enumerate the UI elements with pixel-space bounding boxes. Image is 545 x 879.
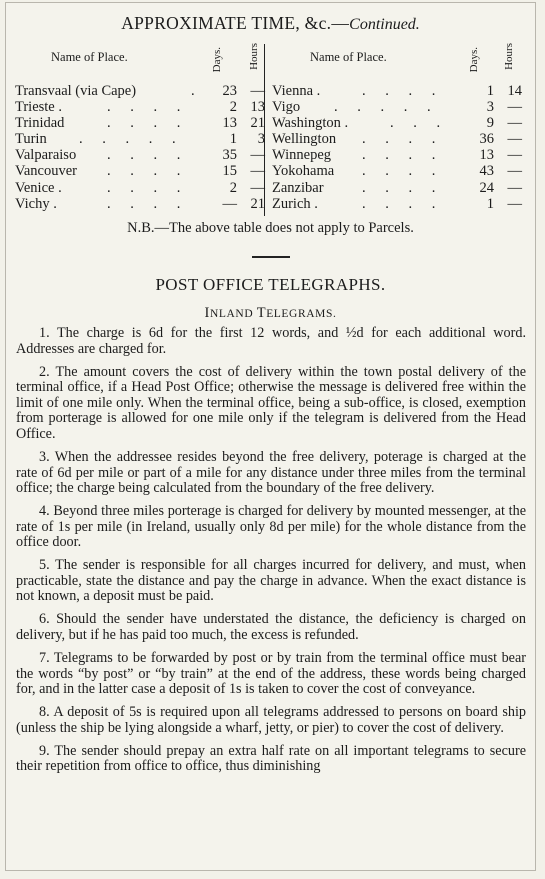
rule-paragraph-2: 2. The amount covers the cost of delivery within the town postal delivery of the terminal office, if a Head Post Office; otherwise the message is delivered free within the limit of one mile only. When the terminal office, being a sub-office, is closed, exemption from porterage is allowed for one mile only if the telegram is delivered from the Head Office. xyxy=(16,363,526,442)
table-note: N.B.—The above table does not apply to Parcels. xyxy=(127,220,414,236)
table-row xyxy=(272,180,522,196)
leader-dots: . . . . xyxy=(107,195,189,212)
hours-value: — xyxy=(507,99,522,116)
table-row xyxy=(15,99,265,115)
hours-value: 3 xyxy=(257,131,265,148)
place-name: Wellington xyxy=(272,131,337,148)
hours-value: — xyxy=(250,147,265,164)
subtitle-smallcaps: NLAND xyxy=(209,308,257,320)
place-name: Zurich . xyxy=(272,195,318,212)
table-row xyxy=(272,83,522,99)
days-value: 15 xyxy=(222,163,237,180)
days-value: 1 xyxy=(486,195,494,212)
hours-value: — xyxy=(250,179,265,196)
leader-dots: . . . . . xyxy=(79,131,184,148)
table-row xyxy=(15,180,265,196)
leader-dots: . . . . xyxy=(107,115,189,132)
left-name-header: Name of Place. xyxy=(51,50,128,64)
hours-value: — xyxy=(507,179,522,196)
rule-paragraph-3: 3. When the addressee resides beyond the free delivery, poterage is charged at the rate of 6d per mile or part of a mile for any distance under three miles from the terminal office; the charge being calculated from the boundary of the free delivery. xyxy=(16,448,526,497)
days-value: 36 xyxy=(479,131,494,148)
place-name: Trinidad xyxy=(15,115,65,132)
days-value: 1 xyxy=(229,131,237,148)
place-name: Vigo xyxy=(272,99,301,116)
days-value: 1 xyxy=(486,83,494,99)
table-title-continued: Continued. xyxy=(349,16,420,33)
days-value: 13 xyxy=(479,147,494,164)
hours-value: — xyxy=(507,195,522,212)
section-subtitle xyxy=(6,305,535,322)
hours-value: — xyxy=(507,115,522,132)
page xyxy=(5,2,536,871)
leader-dots: . xyxy=(191,83,203,99)
table-title-main: APPROXIMATE TIME, &c.— xyxy=(121,13,350,33)
telegraph-rules xyxy=(16,326,526,782)
leader-dots: . . . . xyxy=(362,131,444,148)
table-title xyxy=(6,13,535,34)
leader-dots: . . . . xyxy=(362,163,444,180)
table-row xyxy=(272,163,522,179)
right-hours-header: Hours xyxy=(503,43,515,70)
right-days-header: Days. xyxy=(468,47,480,73)
hours-value: 13 xyxy=(250,99,265,116)
hours-value: — xyxy=(507,147,522,164)
leader-dots: . . . . xyxy=(107,99,189,116)
table-row xyxy=(15,83,265,99)
leader-dots: . . . . . xyxy=(334,99,439,116)
rule-paragraph-5: 5. The sender is responsible for all charges incurred for delivery, and must, when practicable, state the distance and pay the charge in advance. When the exact distance is not known, a deposit must be paid. xyxy=(16,557,526,605)
days-value: — xyxy=(222,195,237,212)
table-row xyxy=(15,147,265,163)
table-row xyxy=(272,115,522,131)
place-name: Vichy . xyxy=(15,195,57,212)
table-row xyxy=(15,115,265,131)
left-table-column xyxy=(15,83,265,212)
right-name-header: Name of Place. xyxy=(310,50,387,64)
table-row xyxy=(15,196,265,212)
place-name: Winnepeg xyxy=(272,147,332,164)
table-row xyxy=(272,131,522,147)
leader-dots: . . . . xyxy=(362,179,444,196)
hours-value: 21 xyxy=(250,195,265,212)
days-value: 3 xyxy=(486,99,494,116)
hours-value: — xyxy=(250,83,265,99)
right-table-column xyxy=(272,83,522,212)
hours-value: — xyxy=(250,163,265,180)
left-hours-header: Hours xyxy=(248,43,260,70)
place-name: Vancouver xyxy=(15,163,78,180)
section-rule xyxy=(252,256,290,258)
leader-dots: . . . . xyxy=(107,163,189,180)
leader-dots: . . . xyxy=(390,115,449,132)
hours-value: 21 xyxy=(250,115,265,132)
days-value: 2 xyxy=(229,99,237,116)
place-name: Vienna . xyxy=(272,83,321,99)
days-value: 24 xyxy=(479,179,494,196)
place-name: Turin xyxy=(15,131,47,148)
days-value: 35 xyxy=(222,147,237,164)
table-row xyxy=(272,147,522,163)
days-value: 43 xyxy=(479,163,494,180)
subtitle-smallcaps: ELEGRAMS. xyxy=(266,308,337,320)
place-name: Venice . xyxy=(15,179,62,196)
rule-paragraph-8: 8. A deposit of 5s is required upon all telegrams addressed to persons on board ship (unless the ship be lying alongside a wharf, jetty, or pier) to cover the cost of delivery. xyxy=(16,704,526,736)
days-value: 9 xyxy=(486,115,494,132)
table-row xyxy=(272,99,522,115)
days-value: 13 xyxy=(222,115,237,132)
days-value: 2 xyxy=(229,179,237,196)
hours-value: — xyxy=(507,163,522,180)
leader-dots: . . . . xyxy=(362,147,444,164)
days-value: 23 xyxy=(222,83,237,99)
rule-paragraph-4: 4. Beyond three miles porterage is charged for delivery by mounted messenger, at the rate of 1s per mile (in Ireland, usually only 8d per mile) for the whole distance from the office door. xyxy=(16,503,526,551)
section-title: POST OFFICE TELEGRAPHS. xyxy=(155,275,386,294)
place-name: Trieste . xyxy=(15,99,62,116)
hours-value: 14 xyxy=(507,83,522,99)
subtitle-initial: I xyxy=(204,305,210,321)
place-name: Yokohama xyxy=(272,163,335,180)
place-name: Washington . xyxy=(272,115,349,132)
leader-dots: . . . . xyxy=(362,195,444,212)
left-days-header: Days. xyxy=(211,47,223,73)
leader-dots: . . . . xyxy=(107,147,189,164)
leader-dots: . . . . xyxy=(362,83,444,99)
table-row xyxy=(15,163,265,179)
leader-dots: . . . . xyxy=(107,179,189,196)
hours-value: — xyxy=(507,131,522,148)
rule-paragraph-7: 7. Telegrams to be forwarded by post or by train from the terminal office must bear the words “by post” or “by train” at the end of the address, these words being charged for, and in the latter case a deposit of 1s is taken to cover the cost of conveyance. xyxy=(16,650,526,698)
table-row xyxy=(15,131,265,147)
place-name: Valparaiso xyxy=(15,147,77,164)
rule-paragraph-6: 6. Should the sender have understated the distance, the deficiency is charged on delivery, but if he has paid too much, the excess is refunded. xyxy=(16,611,526,644)
place-name: Zanzibar xyxy=(272,179,324,196)
subtitle-initial: T xyxy=(256,305,267,321)
rule-paragraph-9: 9. The sender should prepay an extra half rate on all important telegrams to secure their repetition from office to office, thus diminishing xyxy=(16,742,526,775)
rule-paragraph-1: 1. The charge is 6d for the first 12 words, and ½d for each additional word. Addresses are charged for. xyxy=(16,325,526,357)
table-row xyxy=(272,196,522,212)
place-name: Transvaal (via Cape) xyxy=(15,83,137,99)
